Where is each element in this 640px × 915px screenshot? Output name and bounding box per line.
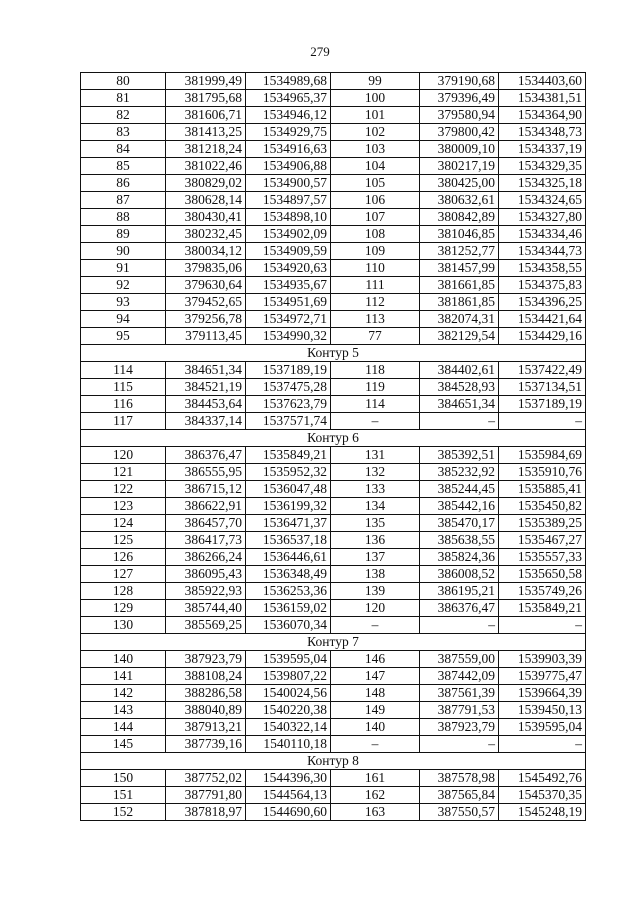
coordinate-cell: 1534344,73 — [499, 243, 586, 260]
point-number-cell: 105 — [331, 175, 420, 192]
point-number-cell: – — [331, 413, 420, 430]
coordinate-cell: 387923,79 — [420, 719, 499, 736]
coordinate-cell: – — [420, 736, 499, 753]
coordinate-cell: 1534965,37 — [246, 90, 331, 107]
coordinate-cell: 385638,55 — [420, 532, 499, 549]
coordinate-cell: 387561,39 — [420, 685, 499, 702]
coordinates-table — [80, 72, 586, 821]
coordinate-cell: 1534897,57 — [246, 192, 331, 209]
contour-title: Контур 5 — [81, 345, 586, 362]
table-row — [81, 566, 586, 583]
coordinate-cell: 387923,79 — [166, 651, 246, 668]
point-number-cell: 151 — [81, 787, 166, 804]
point-number-cell: 111 — [331, 277, 420, 294]
point-number-cell: 85 — [81, 158, 166, 175]
coordinate-cell: 379452,65 — [166, 294, 246, 311]
coordinate-cell: 1534972,71 — [246, 311, 331, 328]
point-number-cell: 100 — [331, 90, 420, 107]
coordinate-cell: 1535389,25 — [499, 515, 586, 532]
point-number-cell: 141 — [81, 668, 166, 685]
coordinate-cell: 385392,51 — [420, 447, 499, 464]
coordinate-cell: 384521,19 — [166, 379, 246, 396]
coordinate-cell: 386008,52 — [420, 566, 499, 583]
coordinate-cell: 1535849,21 — [499, 600, 586, 617]
coordinate-cell: 382074,31 — [420, 311, 499, 328]
coordinate-cell: 387791,53 — [420, 702, 499, 719]
coordinate-cell: 1540024,56 — [246, 685, 331, 702]
contour-header-row — [81, 753, 586, 770]
point-number-cell: 140 — [81, 651, 166, 668]
coordinate-cell: 1539903,39 — [499, 651, 586, 668]
coordinate-cell: 1539450,13 — [499, 702, 586, 719]
coordinate-cell: 1534900,57 — [246, 175, 331, 192]
coordinate-cell: 1535885,41 — [499, 481, 586, 498]
table-row — [81, 413, 586, 430]
table-row — [81, 226, 586, 243]
coordinate-cell: 1539595,04 — [499, 719, 586, 736]
coordinate-cell: 385824,36 — [420, 549, 499, 566]
coordinate-cell: 386715,12 — [166, 481, 246, 498]
coordinate-cell: 1534920,63 — [246, 260, 331, 277]
point-number-cell: 91 — [81, 260, 166, 277]
point-number-cell: 148 — [331, 685, 420, 702]
point-number-cell: 88 — [81, 209, 166, 226]
coordinate-cell: 380842,89 — [420, 209, 499, 226]
point-number-cell: 110 — [331, 260, 420, 277]
coordinate-cell: 1539775,47 — [499, 668, 586, 685]
coordinate-cell: 1536253,36 — [246, 583, 331, 600]
point-number-cell: 106 — [331, 192, 420, 209]
coordinate-cell: 1537189,19 — [499, 396, 586, 413]
coordinate-cell: 379800,42 — [420, 124, 499, 141]
coordinate-cell: 388108,24 — [166, 668, 246, 685]
coordinate-cell: 1535557,33 — [499, 549, 586, 566]
coordinate-cell: 1534381,51 — [499, 90, 586, 107]
coordinate-cell: 386266,24 — [166, 549, 246, 566]
table-row — [81, 549, 586, 566]
coordinate-cell: 1534951,69 — [246, 294, 331, 311]
table-row — [81, 770, 586, 787]
table-row — [81, 328, 586, 345]
point-number-cell: 81 — [81, 90, 166, 107]
coordinate-cell: 380232,45 — [166, 226, 246, 243]
coordinate-cell: 1537475,28 — [246, 379, 331, 396]
point-number-cell: 149 — [331, 702, 420, 719]
coordinate-cell: 387818,97 — [166, 804, 246, 821]
coordinate-cell: 384651,34 — [166, 362, 246, 379]
point-number-cell: 144 — [81, 719, 166, 736]
coordinate-cell: 387752,02 — [166, 770, 246, 787]
coordinate-cell: 380034,12 — [166, 243, 246, 260]
coordinate-cell: 385569,25 — [166, 617, 246, 634]
coordinate-cell: 386622,91 — [166, 498, 246, 515]
coordinate-cell: 1536047,48 — [246, 481, 331, 498]
coordinate-cell: 1534334,46 — [499, 226, 586, 243]
coordinate-cell: 1534348,73 — [499, 124, 586, 141]
coordinate-cell: 1537623,79 — [246, 396, 331, 413]
coordinate-cell: 1535749,26 — [499, 583, 586, 600]
coordinate-cell: 1536070,34 — [246, 617, 331, 634]
coordinate-cell: 386457,70 — [166, 515, 246, 532]
coordinate-cell: 1534902,09 — [246, 226, 331, 243]
table-row — [81, 702, 586, 719]
point-number-cell: 138 — [331, 566, 420, 583]
coordinate-cell: 1545248,19 — [499, 804, 586, 821]
coordinate-cell: 1537189,19 — [246, 362, 331, 379]
table-row — [81, 175, 586, 192]
table-row — [81, 124, 586, 141]
point-number-cell: 131 — [331, 447, 420, 464]
point-number-cell: 102 — [331, 124, 420, 141]
table-row — [81, 192, 586, 209]
coordinate-cell: 1534946,12 — [246, 107, 331, 124]
coordinate-cell: 380009,10 — [420, 141, 499, 158]
point-number-cell: 119 — [331, 379, 420, 396]
coordinate-cell: 385922,93 — [166, 583, 246, 600]
coordinate-cell: 386555,95 — [166, 464, 246, 481]
table-row — [81, 107, 586, 124]
point-number-cell: 84 — [81, 141, 166, 158]
point-number-cell: 87 — [81, 192, 166, 209]
table-row — [81, 311, 586, 328]
point-number-cell: 117 — [81, 413, 166, 430]
point-number-cell: 127 — [81, 566, 166, 583]
coordinate-cell: 1534929,75 — [246, 124, 331, 141]
point-number-cell: 147 — [331, 668, 420, 685]
point-number-cell: 162 — [331, 787, 420, 804]
point-number-cell: 108 — [331, 226, 420, 243]
coordinate-cell: 381252,77 — [420, 243, 499, 260]
point-number-cell: 161 — [331, 770, 420, 787]
coordinate-cell: 1534935,67 — [246, 277, 331, 294]
table-row — [81, 294, 586, 311]
coordinate-cell: 1534325,18 — [499, 175, 586, 192]
table-row — [81, 362, 586, 379]
contour-header-row — [81, 430, 586, 447]
coordinate-cell: 381022,46 — [166, 158, 246, 175]
point-number-cell: 140 — [331, 719, 420, 736]
table-row — [81, 719, 586, 736]
table-row — [81, 583, 586, 600]
coordinate-cell: 387442,09 — [420, 668, 499, 685]
contour-header-row — [81, 634, 586, 651]
coordinate-cell: 1544564,13 — [246, 787, 331, 804]
table-row — [81, 447, 586, 464]
point-number-cell: 132 — [331, 464, 420, 481]
point-number-cell: 145 — [81, 736, 166, 753]
point-number-cell: 113 — [331, 311, 420, 328]
table-row — [81, 668, 586, 685]
point-number-cell: 80 — [81, 73, 166, 90]
coordinate-cell: 1534898,10 — [246, 209, 331, 226]
point-number-cell: 126 — [81, 549, 166, 566]
table-row — [81, 90, 586, 107]
coordinate-cell: 379630,64 — [166, 277, 246, 294]
coordinate-cell: 1539807,22 — [246, 668, 331, 685]
point-number-cell: 142 — [81, 685, 166, 702]
coordinate-cell: 1535984,69 — [499, 447, 586, 464]
point-number-cell: 107 — [331, 209, 420, 226]
point-number-cell: 99 — [331, 73, 420, 90]
coordinate-cell: 381046,85 — [420, 226, 499, 243]
coordinate-cell: 387550,57 — [420, 804, 499, 821]
point-number-cell: 95 — [81, 328, 166, 345]
contour-title: Контур 7 — [81, 634, 586, 651]
point-number-cell: 86 — [81, 175, 166, 192]
coordinate-cell: 1534906,88 — [246, 158, 331, 175]
point-number-cell: 109 — [331, 243, 420, 260]
point-number-cell: 121 — [81, 464, 166, 481]
coordinate-cell: 384453,64 — [166, 396, 246, 413]
point-number-cell: 90 — [81, 243, 166, 260]
coordinate-cell: – — [420, 413, 499, 430]
coordinate-cell: 385232,92 — [420, 464, 499, 481]
coordinate-cell: 1536537,18 — [246, 532, 331, 549]
point-number-cell: 114 — [81, 362, 166, 379]
point-number-cell: 152 — [81, 804, 166, 821]
coordinate-cell: 384651,34 — [420, 396, 499, 413]
coordinate-cell: 1536199,32 — [246, 498, 331, 515]
coordinate-cell: 1540110,18 — [246, 736, 331, 753]
coordinate-cell: 1534324,65 — [499, 192, 586, 209]
point-number-cell: 103 — [331, 141, 420, 158]
table-row — [81, 73, 586, 90]
point-number-cell: 94 — [81, 311, 166, 328]
coordinate-cell: 1537422,49 — [499, 362, 586, 379]
table-row — [81, 277, 586, 294]
coordinate-cell: 379396,49 — [420, 90, 499, 107]
page-number: 279 — [310, 44, 330, 59]
coordinate-cell: 1544396,30 — [246, 770, 331, 787]
coordinate-cell: 1534989,68 — [246, 73, 331, 90]
coordinate-cell: 1535450,82 — [499, 498, 586, 515]
table-row — [81, 736, 586, 753]
coordinate-cell: 1536446,61 — [246, 549, 331, 566]
coordinate-cell: 381999,49 — [166, 73, 246, 90]
table-row — [81, 209, 586, 226]
table-row — [81, 260, 586, 277]
coordinate-cell: 386095,43 — [166, 566, 246, 583]
coordinate-cell: 387739,16 — [166, 736, 246, 753]
point-number-cell: 124 — [81, 515, 166, 532]
table-row — [81, 600, 586, 617]
table-row — [81, 515, 586, 532]
coordinate-cell: 1539595,04 — [246, 651, 331, 668]
table-row — [81, 787, 586, 804]
coordinate-cell: 1535650,58 — [499, 566, 586, 583]
table-row — [81, 243, 586, 260]
coordinate-cell: 381457,99 — [420, 260, 499, 277]
coordinate-cell: 380632,61 — [420, 192, 499, 209]
point-number-cell: 150 — [81, 770, 166, 787]
table-row — [81, 685, 586, 702]
coordinate-cell: 385244,45 — [420, 481, 499, 498]
coordinate-cell: 379256,78 — [166, 311, 246, 328]
table-row — [81, 379, 586, 396]
coordinate-cell: 1534909,59 — [246, 243, 331, 260]
point-number-cell: 83 — [81, 124, 166, 141]
point-number-cell: 146 — [331, 651, 420, 668]
point-number-cell: 122 — [81, 481, 166, 498]
point-number-cell: 92 — [81, 277, 166, 294]
coordinate-cell: 384402,61 — [420, 362, 499, 379]
coordinate-cell: 386376,47 — [166, 447, 246, 464]
contour-title: Контур 6 — [81, 430, 586, 447]
coordinate-cell: 1536348,49 — [246, 566, 331, 583]
coordinate-cell: – — [420, 617, 499, 634]
coordinate-cell: 382129,54 — [420, 328, 499, 345]
coordinate-cell: 1534327,80 — [499, 209, 586, 226]
coordinate-cell: 388286,58 — [166, 685, 246, 702]
coordinate-cell: 384528,93 — [420, 379, 499, 396]
table-row — [81, 396, 586, 413]
coordinate-cell: 1535910,76 — [499, 464, 586, 481]
point-number-cell: 134 — [331, 498, 420, 515]
table-row — [81, 804, 586, 821]
coordinate-cell: 387913,21 — [166, 719, 246, 736]
coordinate-cell: 1534403,60 — [499, 73, 586, 90]
coordinate-cell: – — [499, 413, 586, 430]
coordinate-cell: 1539664,39 — [499, 685, 586, 702]
point-number-cell: 93 — [81, 294, 166, 311]
coordinate-cell: 1536471,37 — [246, 515, 331, 532]
coordinate-cell: 1536159,02 — [246, 600, 331, 617]
coordinate-cell: 380425,00 — [420, 175, 499, 192]
point-number-cell: 82 — [81, 107, 166, 124]
coordinate-cell: 1534364,90 — [499, 107, 586, 124]
coordinate-cell: 380430,41 — [166, 209, 246, 226]
coordinate-cell: 1534375,83 — [499, 277, 586, 294]
coordinate-cell: 1537571,74 — [246, 413, 331, 430]
coordinate-cell: 381218,24 — [166, 141, 246, 158]
coordinate-cell: 380628,14 — [166, 192, 246, 209]
point-number-cell: 118 — [331, 362, 420, 379]
coordinate-cell: 381795,68 — [166, 90, 246, 107]
coordinate-cell: 1535467,27 — [499, 532, 586, 549]
point-number-cell: 129 — [81, 600, 166, 617]
coordinate-cell: 379580,94 — [420, 107, 499, 124]
point-number-cell: 116 — [81, 396, 166, 413]
point-number-cell: 89 — [81, 226, 166, 243]
coordinate-cell: – — [499, 736, 586, 753]
coordinate-cell: 1534358,55 — [499, 260, 586, 277]
point-number-cell: 128 — [81, 583, 166, 600]
coordinate-cell: 385442,16 — [420, 498, 499, 515]
coordinate-cell: 1535849,21 — [246, 447, 331, 464]
coordinate-cell: 1545370,35 — [499, 787, 586, 804]
point-number-cell: 115 — [81, 379, 166, 396]
point-number-cell: 139 — [331, 583, 420, 600]
point-number-cell: – — [331, 736, 420, 753]
point-number-cell: 114 — [331, 396, 420, 413]
point-number-cell: 137 — [331, 549, 420, 566]
table-row — [81, 617, 586, 634]
coordinate-cell: 1545492,76 — [499, 770, 586, 787]
coordinate-cell: 384337,14 — [166, 413, 246, 430]
point-number-cell: 104 — [331, 158, 420, 175]
coordinate-cell: 1534396,25 — [499, 294, 586, 311]
table-row — [81, 532, 586, 549]
point-number-cell: 143 — [81, 702, 166, 719]
coordinate-cell: 387578,98 — [420, 770, 499, 787]
table-row — [81, 141, 586, 158]
table-row — [81, 651, 586, 668]
coordinate-cell: 1537134,51 — [499, 379, 586, 396]
coordinate-cell: 387559,00 — [420, 651, 499, 668]
coordinate-cell: 1544690,60 — [246, 804, 331, 821]
coordinate-cell: 381661,85 — [420, 277, 499, 294]
coordinate-cell: 1534329,35 — [499, 158, 586, 175]
table-row — [81, 158, 586, 175]
coordinate-cell: 1535952,32 — [246, 464, 331, 481]
point-number-cell: 133 — [331, 481, 420, 498]
coordinate-cell: 386195,21 — [420, 583, 499, 600]
coordinate-cell: 381861,85 — [420, 294, 499, 311]
point-number-cell: 163 — [331, 804, 420, 821]
point-number-cell: 136 — [331, 532, 420, 549]
coordinate-cell: 385744,40 — [166, 600, 246, 617]
coordinate-cell: 380829,02 — [166, 175, 246, 192]
point-number-cell: 77 — [331, 328, 420, 345]
coordinate-cell: 379113,45 — [166, 328, 246, 345]
table-row — [81, 481, 586, 498]
coordinate-cell: 380217,19 — [420, 158, 499, 175]
coordinate-cell: 388040,89 — [166, 702, 246, 719]
point-number-cell: 120 — [331, 600, 420, 617]
coordinate-cell: 1534337,19 — [499, 141, 586, 158]
contour-title: Контур 8 — [81, 753, 586, 770]
point-number-cell: 120 — [81, 447, 166, 464]
point-number-cell: 125 — [81, 532, 166, 549]
table-row — [81, 498, 586, 515]
contour-header-row — [81, 345, 586, 362]
point-number-cell: 130 — [81, 617, 166, 634]
coordinate-cell: 1534916,63 — [246, 141, 331, 158]
coordinate-cell: 1540220,38 — [246, 702, 331, 719]
coordinate-cell: 387565,84 — [420, 787, 499, 804]
point-number-cell: 123 — [81, 498, 166, 515]
coordinate-cell: 1534429,16 — [499, 328, 586, 345]
point-number-cell: 135 — [331, 515, 420, 532]
coordinate-cell: 379835,06 — [166, 260, 246, 277]
point-number-cell: 112 — [331, 294, 420, 311]
coordinate-cell: 386417,73 — [166, 532, 246, 549]
coordinate-cell: 1534990,32 — [246, 328, 331, 345]
coordinate-cell: 379190,68 — [420, 73, 499, 90]
coordinate-cell: 386376,47 — [420, 600, 499, 617]
coordinate-cell: 1540322,14 — [246, 719, 331, 736]
coordinate-cell: 381606,71 — [166, 107, 246, 124]
coordinate-cell: 385470,17 — [420, 515, 499, 532]
coordinate-cell: 1534421,64 — [499, 311, 586, 328]
coordinate-cell: – — [499, 617, 586, 634]
table-row — [81, 464, 586, 481]
point-number-cell: 101 — [331, 107, 420, 124]
coordinate-cell: 387791,80 — [166, 787, 246, 804]
coordinate-cell: 381413,25 — [166, 124, 246, 141]
point-number-cell: – — [331, 617, 420, 634]
